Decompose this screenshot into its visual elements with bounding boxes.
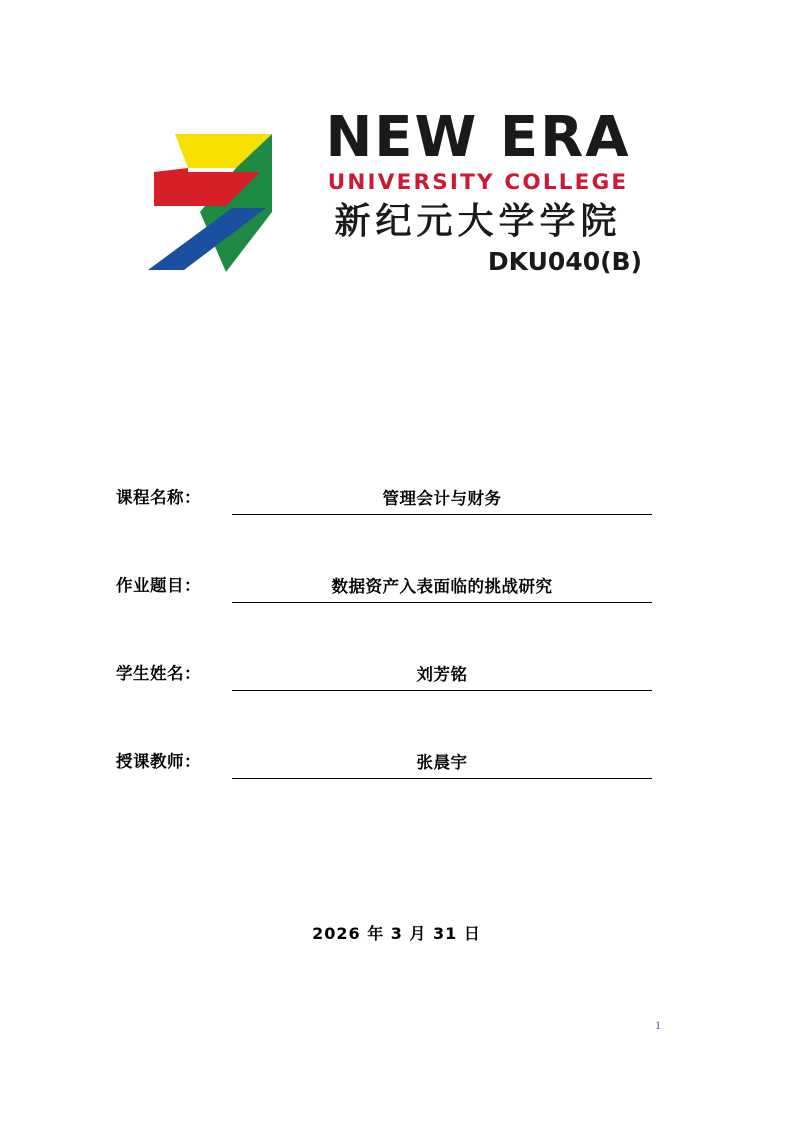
logo-line-new-era: NEW ERA	[325, 105, 631, 170]
logo-wordmark	[308, 105, 648, 277]
field-row-assignment-title	[116, 574, 676, 619]
field-row-course-name	[116, 486, 676, 531]
value-assignment-title-underline	[232, 574, 652, 603]
field-row-student-name	[116, 662, 676, 707]
university-logo	[140, 105, 650, 313]
logo-course-code: DKU040(B)	[487, 247, 642, 276]
field-row-instructor	[116, 750, 676, 795]
page-number: 1	[655, 1018, 661, 1032]
label-instructor: 授课教师：	[116, 752, 201, 771]
new-era-arrow-logo-icon	[140, 120, 300, 280]
label-assignment-title: 作业题目：	[116, 576, 201, 595]
submission-date: 2026 年 3 月 31 日	[312, 924, 481, 943]
logo-line-chinese: 新纪元大学学院	[334, 201, 622, 242]
label-course-name: 课程名称：	[116, 488, 201, 507]
value-instructor: 张晨宇	[416, 753, 468, 772]
logo-line-university-college: UNIVERSITY COLLEGE	[327, 170, 629, 195]
value-assignment-title: 数据资产入表面临的挑战研究	[331, 577, 553, 596]
value-course-name-underline	[232, 486, 652, 515]
value-student-name-underline	[232, 662, 652, 691]
cover-fields	[116, 486, 676, 838]
label-student-name: 学生姓名：	[116, 664, 201, 683]
value-instructor-underline	[232, 750, 652, 779]
value-course-name: 管理会计与财务	[382, 489, 502, 508]
value-student-name: 刘芳铭	[416, 665, 468, 684]
